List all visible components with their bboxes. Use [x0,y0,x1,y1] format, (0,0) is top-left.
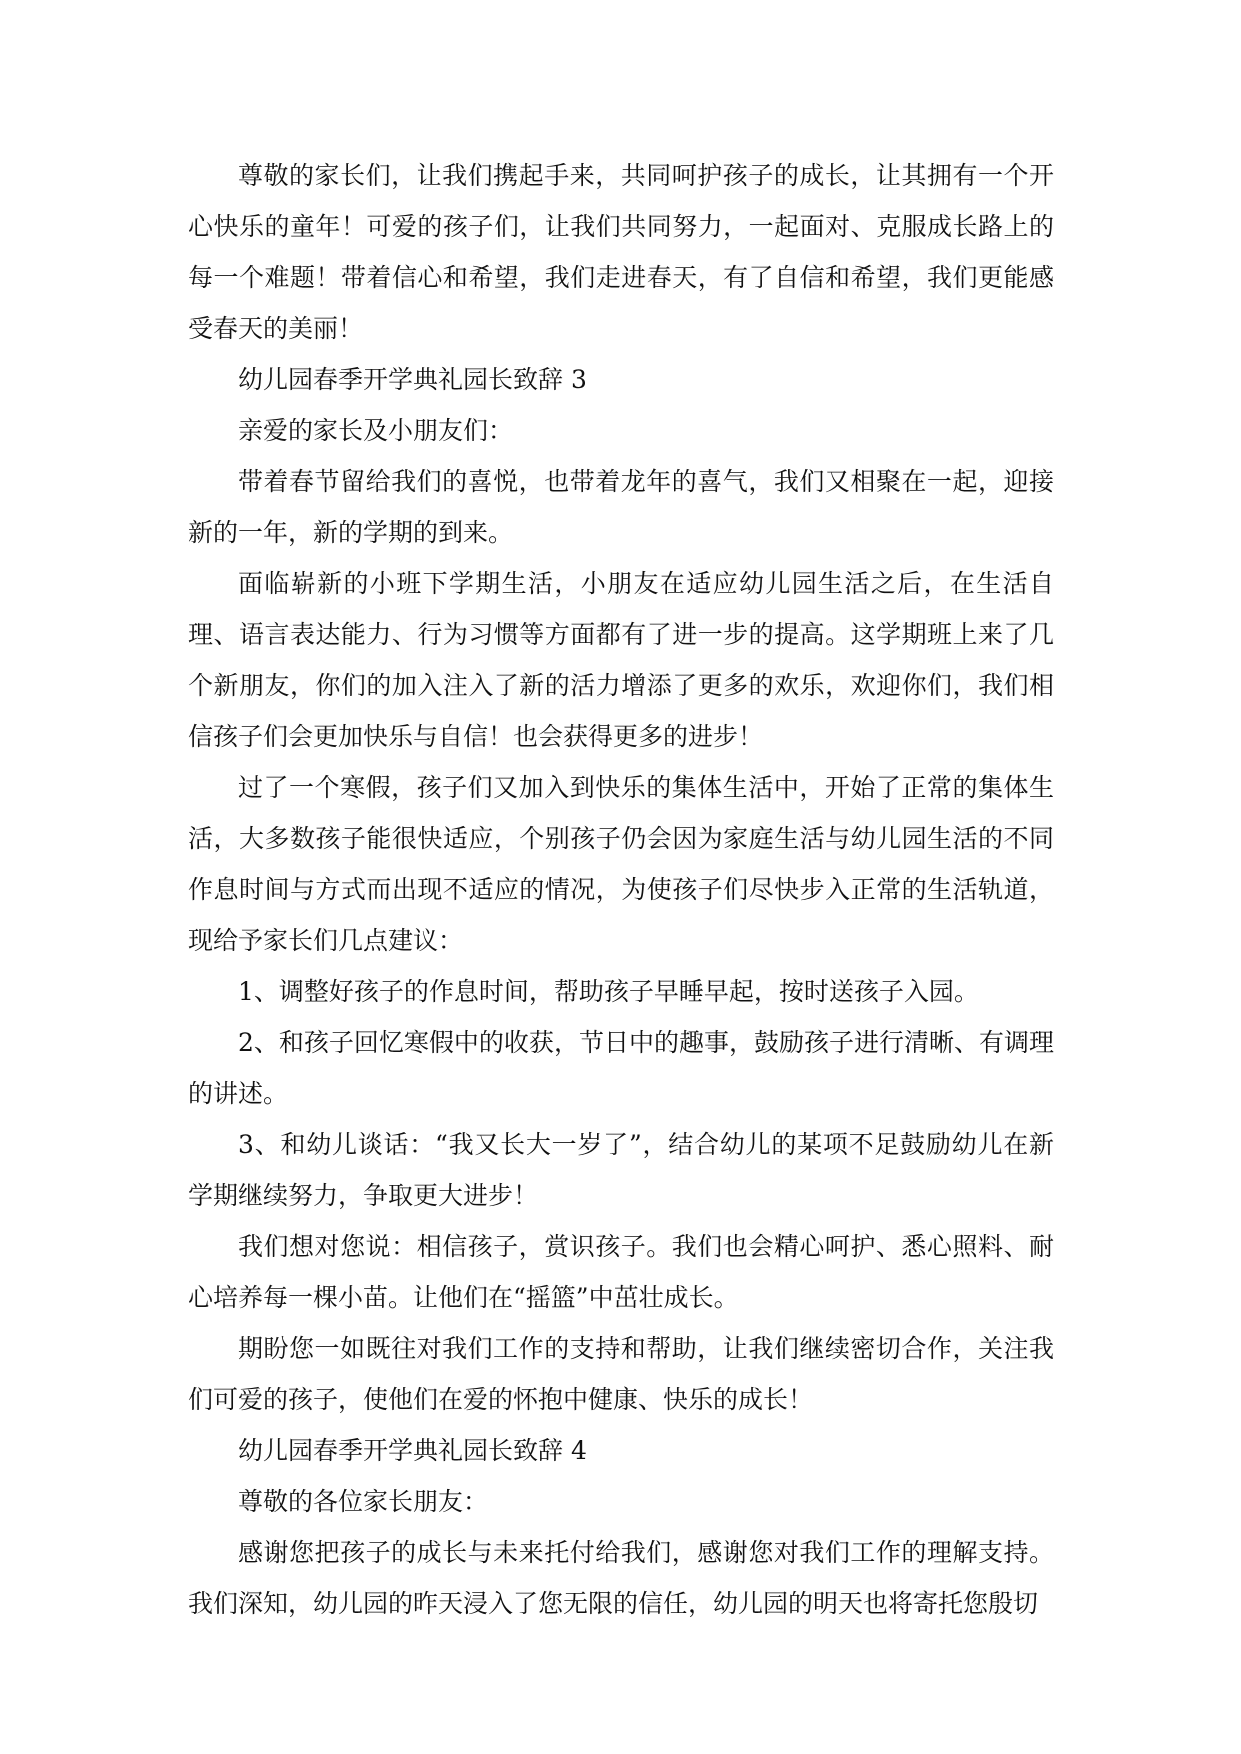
suggestion-item: 1、调整好孩子的作息时间，帮助孩子早睡早起，按时送孩子入园。 [238,977,979,1006]
salutation: 亲爱的家长及小朋友们： [238,416,514,445]
suggestion-item: 2、和孩子回忆寒假中的收获，节日中的趣事，鼓励孩子进行清晰、有调理的讲述。 [188,1028,1054,1108]
paragraph: 面临崭新的小班下学期生活，小朋友在适应幼儿园生活之后，在生活自理、语言表达能力、行为习惯等方面都有了进一步的提高。这学期班上来了几个新朋友，你们的加入注入了新的活力增添了更多的欢乐，欢迎你们，我们相信孩子们会更加快乐与自信！也会获得更多的进步！ [188,569,1054,751]
document-page [188,150,1054,1629]
section-heading: 幼儿园春季开学典礼园长致辞 3 [238,365,587,394]
paragraph: 过了一个寒假，孩子们又加入到快乐的集体生活中，开始了正常的集体生活，大多数孩子能很快适应，个别孩子仍会因为家庭生活与幼儿园生活的不同作息时间与方式而出现不适应的情况，为使孩子们尽快步入正常的生活轨道，现给予家长们几点建议： [188,773,1054,955]
suggestion-item: 3、和幼儿谈话：“我又长大一岁了”，结合幼儿的某项不足鼓励幼儿在新学期继续努力，争取更大进步！ [188,1130,1054,1210]
salutation: 尊敬的各位家长朋友： [238,1487,489,1516]
paragraph: 尊敬的家长们，让我们携起手来，共同呵护孩子的成长，让其拥有一个开心快乐的童年！可爱的孩子们，让我们共同努力，一起面对、克服成长路上的每一个难题！带着信心和希望，我们走进春天，有了自信和希望，我们更能感受春天的美丽！ [188,161,1054,343]
paragraph: 期盼您一如既往对我们工作的支持和帮助，让我们继续密切合作，关注我们可爱的孩子，使他们在爱的怀抱中健康、快乐的成长！ [188,1334,1054,1414]
section-heading: 幼儿园春季开学典礼园长致辞 4 [238,1436,587,1465]
paragraph: 带着春节留给我们的喜悦，也带着龙年的喜气，我们又相聚在一起，迎接新的一年，新的学期的到来。 [188,467,1054,547]
paragraph: 我们想对您说：相信孩子，赏识孩子。我们也会精心呵护、悉心照料、耐心培养每一棵小苗。让他们在“摇篮”中茁壮成长。 [188,1232,1054,1312]
paragraph: 感谢您把孩子的成长与未来托付给我们，感谢您对我们工作的理解支持。我们深知，幼儿园的昨天浸入了您无限的信任，幼儿园的明天也将寄托您殷切 [188,1538,1054,1618]
